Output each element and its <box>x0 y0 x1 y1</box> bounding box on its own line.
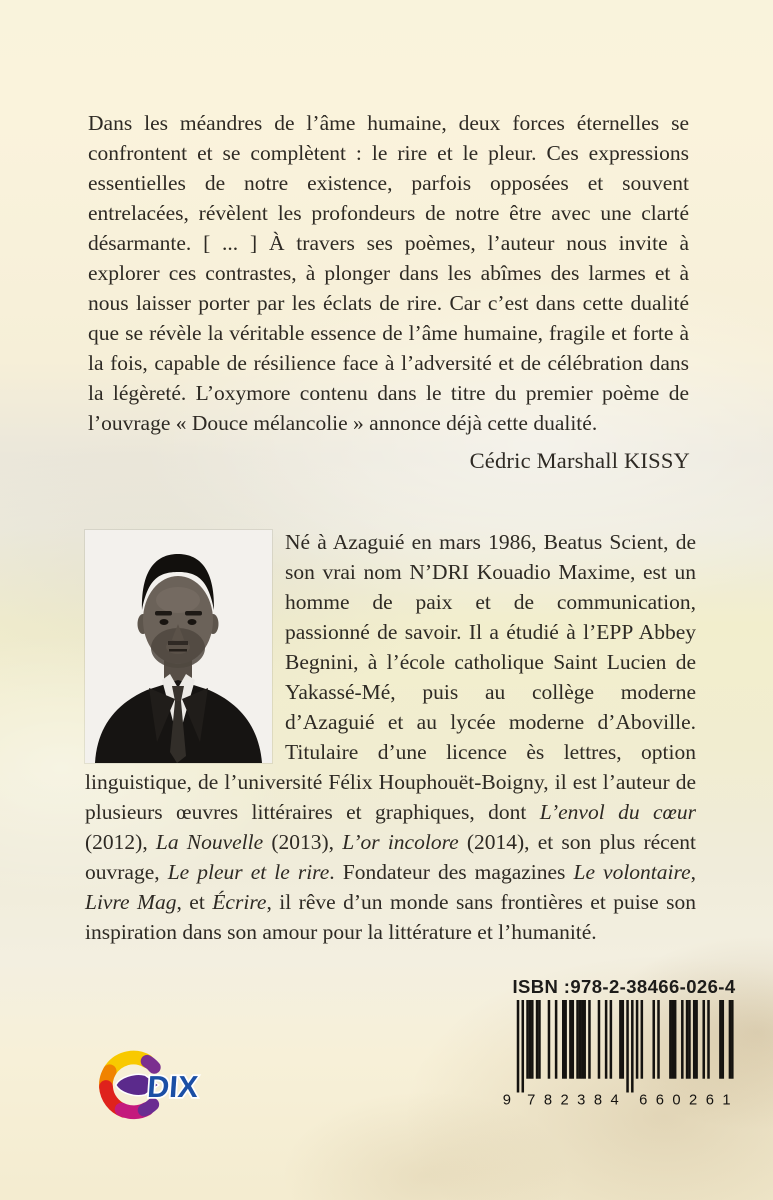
svg-text:3: 3 <box>577 1092 588 1107</box>
publisher-logo <box>96 1036 206 1136</box>
svg-text:6: 6 <box>655 1092 666 1107</box>
author-portrait-photo <box>85 530 272 763</box>
svg-text:2: 2 <box>560 1092 571 1107</box>
isbn-label: ISBN :978-2-38466-026-4 <box>512 976 736 997</box>
svg-text:1: 1 <box>722 1092 733 1107</box>
publisher-logo-text: DIX <box>146 1069 200 1104</box>
svg-text:0: 0 <box>672 1092 683 1107</box>
publisher-logo-mark <box>96 1036 206 1134</box>
ean13-barcode <box>501 1000 747 1106</box>
svg-text:8: 8 <box>543 1092 555 1107</box>
author-bio-section <box>85 527 696 947</box>
svg-text:8: 8 <box>593 1092 604 1107</box>
back-cover-blurb: Dans les méandres de l’âme humaine, deux forces éternelles se confrontent et se complètent : le rire et le pleur. Ces expressions essentielles de notre existence, parfois opposées et souvent entrelacées, révèlent les profondeurs de notre être avec une clarté désarmante. [ ... ] À travers ses poèmes, l’auteur nous invite à explorer ces contrastes, à plonger dans les abîmes des larmes et à nous laisser porter par les éclats de rire. Car c’est dans cette dualité que se révèle la véritable essence de l’âme humaine, fragile et forte à la fois, capable de résilience face à l’adversité et de célébration dans la légèreté. L’oxymore contenu dans le titre du premier poème de l’ouvrage « Douce mélancolie » annonce déjà cette dualité. <box>88 110 689 435</box>
svg-text:9: 9 <box>502 1092 513 1107</box>
isbn-block <box>501 976 747 1111</box>
svg-text:4: 4 <box>610 1092 621 1107</box>
svg-text:6: 6 <box>639 1092 650 1107</box>
svg-text:6: 6 <box>705 1092 716 1107</box>
svg-text:2: 2 <box>689 1092 700 1107</box>
author-signature: Cédric Marshall KISSY <box>469 448 690 473</box>
author-bio-text: Né à Azaguié en mars 1986, Beatus Scient, de son vrai nom N’DRI Kouadio Maxime, est un homme de paix et de communication, passionné de savoir. Il a étudié à l’EPP Abbey Begnini, à l’école catholique Saint Lucien de Yakassé-Mé, puis au collège moderne d’Azaguié et au lycée moderne d’Aboville. Titulaire d’une licence ès lettres, option linguistique, de l’université Félix Houphouët-Boigny, il est l’auteur de plusieurs œuvres littéraires et graphiques, dont L’envol du cœur (2012), La Nouvelle (2013), L’or incolore (2014), et son plus récent ouvrage, Le pleur et le rire. Fondateur des magazines Le volontaire, Livre Mag, et Écrire, il rêve d’un monde sans frontières et puise son inspiration dans son amour pour la littérature et l’humanité. <box>85 530 696 944</box>
svg-text:7: 7 <box>527 1092 538 1107</box>
